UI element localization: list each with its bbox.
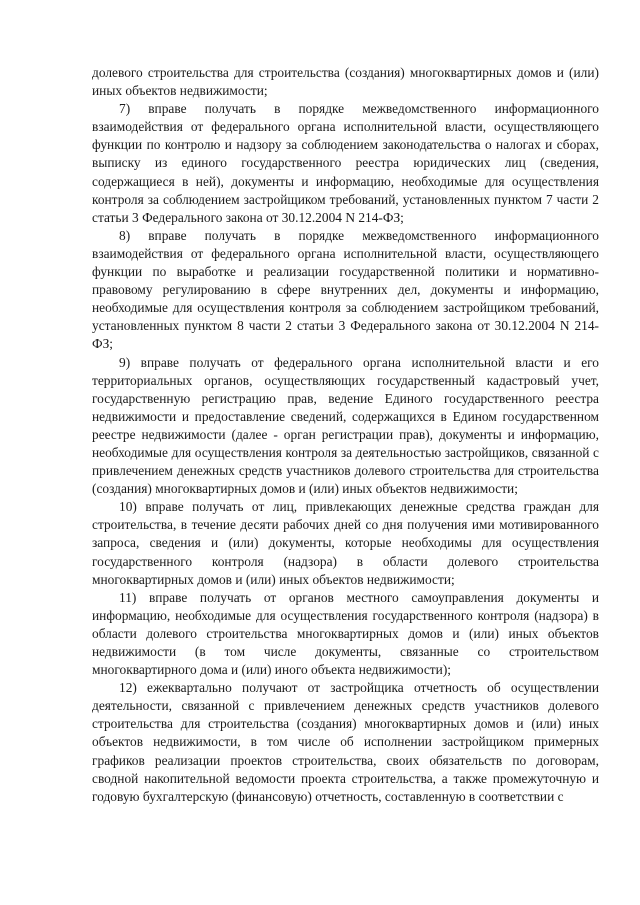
paragraph-item-12: 12) ежеквартально получают от застройщика отчетность об осуществлении деятельности, связанной с привлечением денежных средств участников долевого строительства для строительства (создания) многоквартирных домов и (или) иных объектов недвижимости, в том числе об исполнении застройщиком примерных графиков реализации проектов строительства, своих обязательств по договорам, сводной накопительной ведомости проекта строительства, а также промежуточную и годовую бухгалтерскую (финансовую) отчетность, составленную в соответствии с [92,680,599,804]
paragraph-item-9: 9) вправе получать от федерального органа исполнительной власти и его территориальных органов, осуществляющих государственный кадастровый учет, государственную регистрацию прав, ведение Единого государственного реестра недвижимости и предоставление сведений, содержащихся в Едином государственном реестре недвижимости (далее - орган регистрации прав), документы и информацию, необходимые для осуществления контроля за деятельностью застройщиков, связанной с привлечением денежных средств участников долевого строительства для строительства (создания) многоквартирных домов и (или) иных объектов недвижимости; [92,354,599,497]
paragraph-item-7: 7) вправе получать в порядке межведомственного информационного взаимодействия от федерального органа исполнительной власти, осуществляющего функции по контролю и надзору за соблюдением законодательства о налогах и сборах, выписку из единого государственного реестра юридических лиц (сведения, содержащиеся в ней), документы и информацию, необходимые для осуществления контроля за соблюдением застройщиком требований, установленных пунктом 7 части 2 статьи 3 Федерального закона от 30.12.2004 N 214-ФЗ; [92,101,599,225]
paragraph-item-8: 8) вправе получать в порядке межведомственного информационного взаимодействия от федерального органа исполнительной власти, осуществляющего функции по выработке и реализации государственной политики и нормативно-правовому регулированию в сфере внутренних дел, документы и информацию, необходимые для осуществления контроля за соблюдением застройщиком требований, установленных пунктом 8 части 2 статьи 3 Федерального закона от 30.12.2004 N 214-ФЗ; [92,227,599,352]
paragraph-item-11: 11) вправе получать от органов местного самоуправления документы и информацию, необходимые для осуществления государственного контроля (надзора) в области долевого строительства многоквартирных домов и (или) иных объектов недвижимости (в том числе документы, связанные со строительством многоквартирного дома и (или) иного объекта недвижимости); [92,589,599,678]
paragraph-continuation: долевого строительства для строительства (создания) многоквартирных домов и (или) иных объектов недвижимости; [92,65,599,99]
document-page [92,64,599,806]
paragraph-item-10: 10) вправе получать от лиц, привлекающих денежные средства граждан для строительства, в течение десяти рабочих дней со дня получения ими мотивированного запроса, сведения и (или) документы, которые необходимы для осуществления государственного контроля (надзора) в области долевого строительства многоквартирных домов и (или) иных объектов недвижимости; [92,499,599,587]
